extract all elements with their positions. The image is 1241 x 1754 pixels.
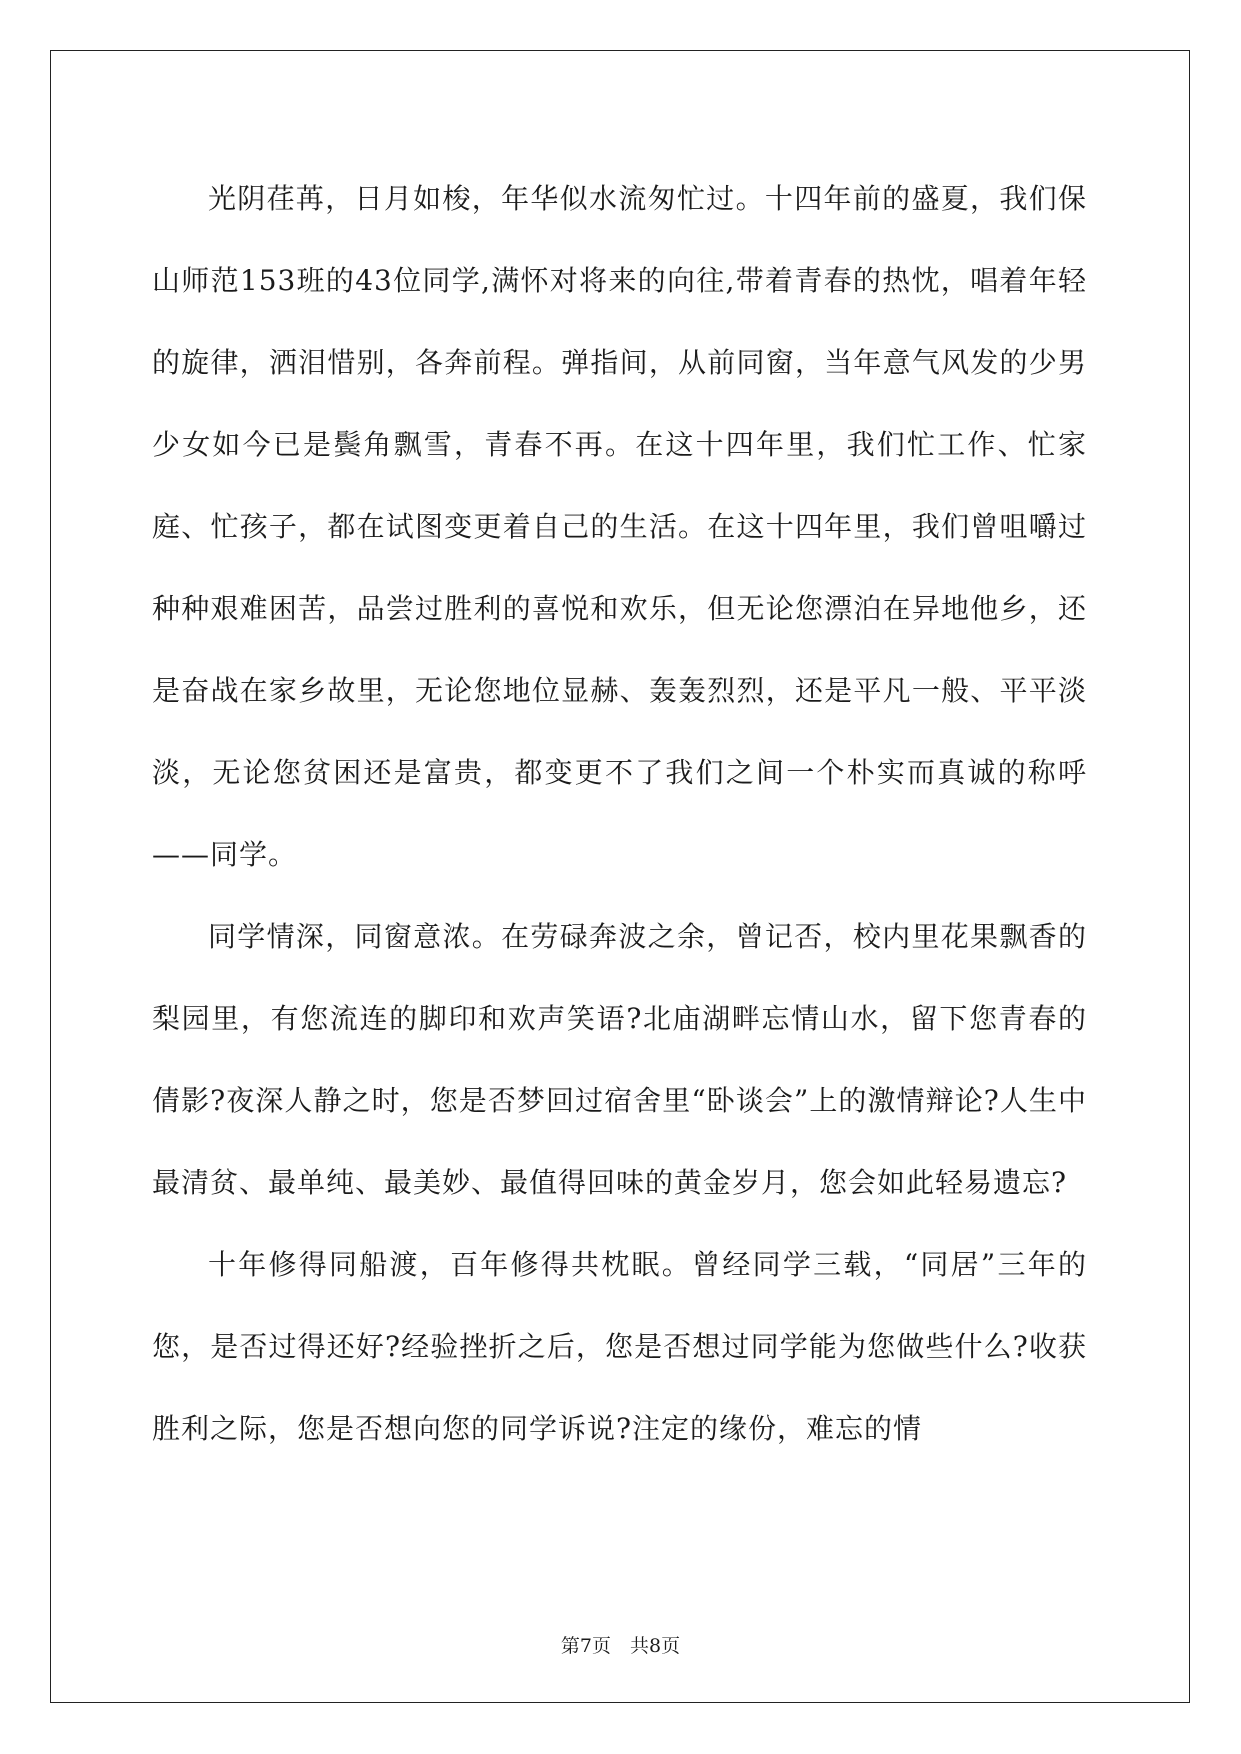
page-number-footer: 第7页 共8页 — [560, 1635, 681, 1657]
paragraph-2: 同学情深，同窗意浓。在劳碌奔波之余，曾记否，校内里花果飘香的梨园里，有您流连的脚印和欢声笑语?北庙湖畔忘情山水，留下您青春的倩影?夜深人静之时，您是否梦回过宿舍里“卧谈会”上的激情辩论?人生中最清贫、最单纯、最美妙、最值得回味的黄金岁月，您会如此轻易遗忘? — [152, 920, 1087, 1199]
document-body — [152, 158, 1087, 1470]
paragraph-1: 光阴荏苒，日月如梭，年华似水流匆忙过。十四年前的盛夏，我们保山师范153班的43位同学,满怀对将来的向往,带着青春的热忱，唱着年轻的旋律，洒泪惜别，各奔前程。弹指间，从前同窗，当年意气风发的少男少女如今已是鬓角飘雪，青春不再。在这十四年里，我们忙工作、忙家庭、忙孩子，都在试图变更着自己的生活。在这十四年里，我们曾咀嚼过种种艰难困苦，品尝过胜利的喜悦和欢乐，但无论您漂泊在异地他乡，还是奋战在家乡故里，无论您地位显赫、轰轰烈烈，还是平凡一般、平平淡淡，无论您贫困还是富贵，都变更不了我们之间一个朴实而真诚的称呼——同学。 — [152, 182, 1087, 871]
paragraph-3: 十年修得同船渡，百年修得共枕眠。曾经同学三载，“同居”三年的您，是否过得还好?经验挫折之后，您是否想过同学能为您做些什么?收获胜利之际，您是否想向您的同学诉说?注定的缘份，难忘的情 — [152, 1248, 1087, 1445]
